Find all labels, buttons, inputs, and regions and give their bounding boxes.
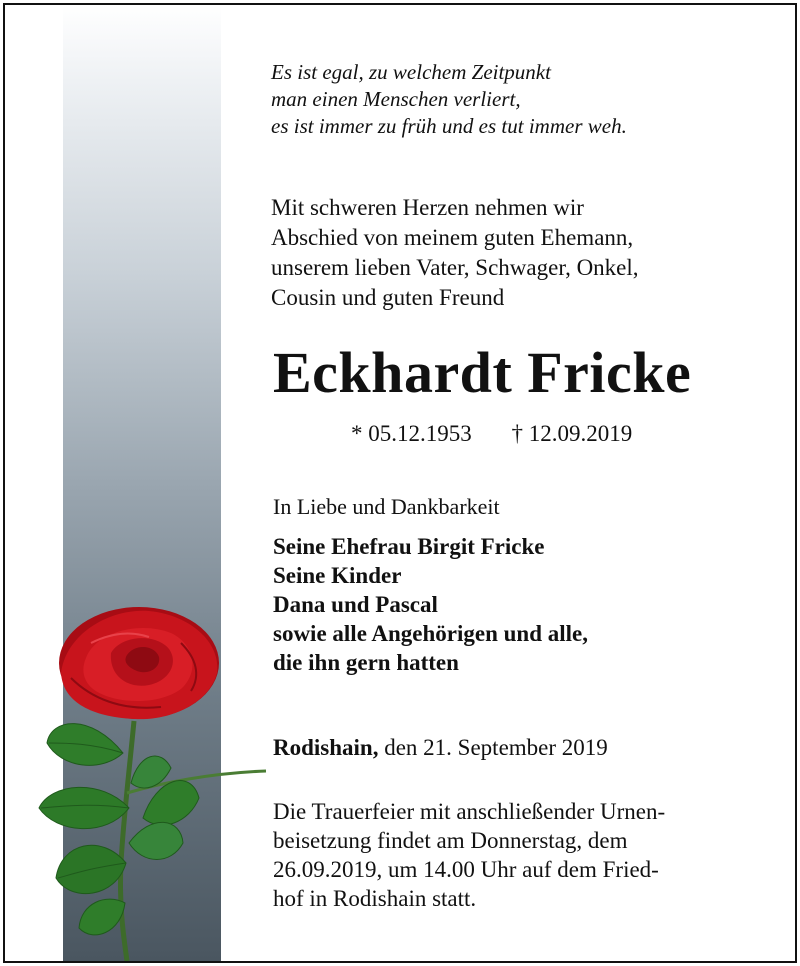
motto-line: es ist immer zu früh und es tut immer weh. bbox=[271, 114, 627, 138]
intro-text bbox=[271, 193, 639, 313]
life-dates bbox=[351, 419, 632, 449]
mourner-line: sowie alle Angehörigen und alle, bbox=[273, 621, 588, 646]
mourner-line: Seine Ehefrau Birgit Fricke bbox=[273, 534, 545, 559]
birth-date: * 05.12.1953 bbox=[351, 421, 472, 446]
service-line: Die Trauerfeier mit anschließender Urnen- bbox=[273, 799, 666, 824]
service-line: hof in Rodishain statt. bbox=[273, 886, 477, 911]
date-text: den 21. September 2019 bbox=[384, 735, 608, 760]
mourners-heading: In Liebe und Dankbarkeit bbox=[273, 494, 500, 519]
deceased-name: Eckhardt Fricke bbox=[273, 340, 692, 405]
intro-line: Abschied von meinem guten Ehemann, bbox=[271, 225, 634, 250]
obituary-card bbox=[3, 3, 797, 963]
mourner-line: Seine Kinder bbox=[273, 563, 402, 588]
service-line: 26.09.2019, um 14.00 Uhr auf dem Fried- bbox=[273, 857, 659, 882]
motto-quote bbox=[271, 59, 627, 140]
intro-line: unserem lieben Vater, Schwager, Onkel, bbox=[271, 255, 639, 280]
motto-line: man einen Menschen verliert, bbox=[271, 87, 521, 111]
mourner-line: die ihn gern hatten bbox=[273, 650, 459, 675]
mourners-list bbox=[273, 532, 588, 677]
place-name: Rodishain, bbox=[273, 735, 379, 760]
service-line: beisetzung findet am Donnerstag, dem bbox=[273, 828, 628, 853]
motto-line: Es ist egal, zu welchem Zeitpunkt bbox=[271, 60, 551, 84]
intro-line: Cousin und guten Freund bbox=[271, 285, 505, 310]
death-date: † 12.09.2019 bbox=[511, 421, 633, 446]
intro-line: Mit schweren Herzen nehmen wir bbox=[271, 195, 584, 220]
place-date bbox=[273, 733, 608, 763]
rose-image bbox=[31, 603, 271, 961]
funeral-service-info bbox=[273, 797, 665, 913]
mourner-line: Dana und Pascal bbox=[273, 592, 438, 617]
